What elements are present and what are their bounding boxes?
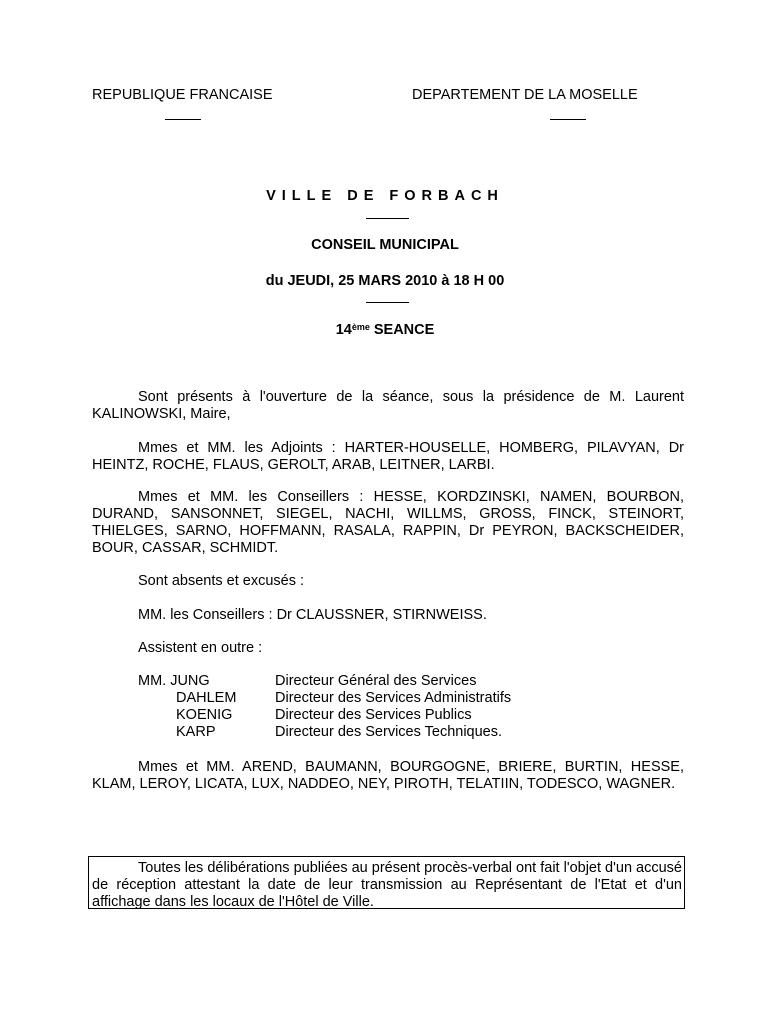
seance-superscript: ème [351,322,370,332]
staff-name: DAHLEM [176,690,237,706]
seance-title [0,322,770,339]
absents-heading: Sont absents et excusés : [138,573,305,589]
staff-row [138,690,511,707]
others-paragraph: Mmes et MM. AREND, BAUMANN, BOURGOGNE, BRIERE, BURTIN, HESSE, KLAM, LEROY, LICATA, LUX, NADDEO, NEY, PIROTH, TELATIIN, TODESCO, WAGNER. [92,759,684,792]
title-rule-2 [366,302,409,303]
absents-paragraph: MM. les Conseillers : Dr CLAUSSNER, STIRNWEISS. [138,607,487,623]
presents-paragraph: Sont présents à l'ouverture de la séance, sous la présidence de M. Laurent KALINOWSKI, Maire, [92,389,684,422]
seance-word: SEANCE [369,322,435,338]
header-right-rule [550,119,586,120]
city-title: VILLE DE FORBACH [266,188,504,204]
header-left: REPUBLIQUE FRANCAISE [92,87,273,103]
staff-row [138,673,511,690]
assistent-heading: Assistent en outre : [138,640,263,656]
staff-role: Directeur Général des Services [275,673,477,689]
staff-role: Directeur des Services Publics [275,707,472,723]
council-title: CONSEIL MUNICIPAL [311,237,459,253]
header-right: DEPARTEMENT DE LA MOSELLE [412,87,638,103]
staff-row [138,707,511,724]
staff-role: Directeur des Services Techniques. [275,724,503,740]
adjoints-paragraph: Mmes et MM. les Adjoints : HARTER-HOUSELLE, HOMBERG, PILAVYAN, Dr HEINTZ, ROCHE, FLAUS, GEROLT, ARAB, LEITNER, LARBI. [92,440,684,473]
conseillers-paragraph: Mmes et MM. les Conseillers : HESSE, KORDZINSKI, NAMEN, BOURBON, DURAND, SANSONNET, SIEGEL, NACHI, WILLMS, GROSS, FINCK, STEINORT, THIELGES, SARNO, HOFFMANN, RASALA, RAPPIN, Dr PEYRON, BACKSCHEIDER, BOUR, CASSAR, SCHMIDT. [92,489,684,556]
session-date: du JEUDI, 25 MARS 2010 à 18 H 00 [265,273,505,289]
notice-box [88,856,685,909]
notice-text: Toutes les délibérations publiées au présent procès-verbal ont fait l'objet d'un accusé de réception attestant la date de leur transmission au Représentant de l'Etat et d'un affichage dans les locaux de l'Hôtel de Ville. [92,860,682,910]
staff-name: KARP [176,724,216,740]
seance-number: 14 [335,322,352,338]
title-rule-1 [366,218,409,219]
staff-role: Directeur des Services Administratifs [275,690,512,706]
staff-list [138,673,511,741]
header-left-rule [165,119,201,120]
staff-row [138,724,511,741]
staff-name: MM. JUNG [138,673,210,689]
staff-name: KOENIG [176,707,233,723]
